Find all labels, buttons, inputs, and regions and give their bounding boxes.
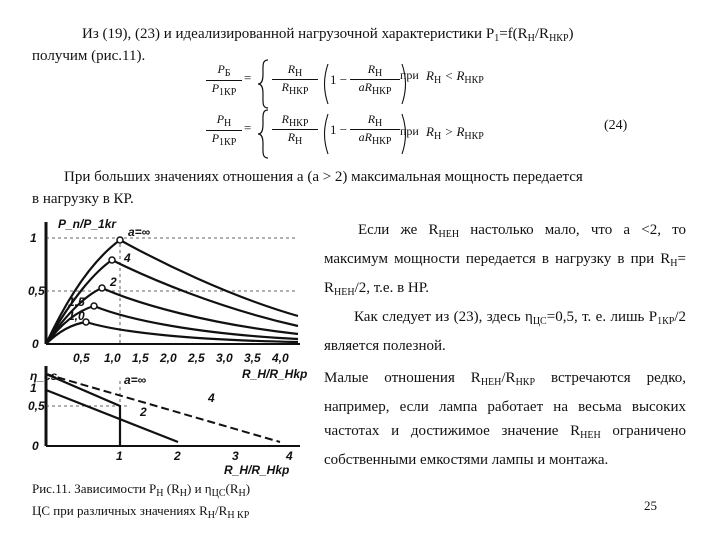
svg-text:0,5: 0,5 xyxy=(28,399,45,413)
para2-line-2: в нагрузку в КР. xyxy=(32,191,134,207)
svg-text:4: 4 xyxy=(208,391,215,405)
para3: Если же $R_{НЕН}$ настолько мало, что a <2, то максимум мощности передается в нагрузку в при $R_Н= R_{НЕН}/2$, т.е. в НР. xyxy=(324,222,686,298)
equation-1: $P_Б$ $P_{1КР}$ = $R_Н$ $R_{НКР}$ 1 − $R_Н$ $aR_{НКР}$ при $R_Н < R_{НКР}$ xyxy=(200,56,700,114)
svg-text:1,0: 1,0 xyxy=(68,309,85,323)
figure-caption-line-2: ЦС при различных значениях $R_Н/R_{Н КР}$ xyxy=(32,503,250,521)
top-panel xyxy=(28,217,307,381)
bottom-y-label: η_cs xyxy=(30,369,58,383)
equation-2: $P_Н$ $P_{1КР}$ = $R_{НКР}$ $R_Н$ 1 − $R_Н$ $aR_{НКР}$ при $R_Н > R_{НКР}$ (24) xyxy=(200,108,700,164)
svg-text:1: 1 xyxy=(116,449,123,463)
svg-text:2,5: 2,5 xyxy=(188,351,205,365)
svg-text:4: 4 xyxy=(124,251,131,265)
para2-line-1: При больших значениях отношения a (a > 2) максимальная мощность передается xyxy=(64,169,583,185)
svg-text:2,0: 2,0 xyxy=(160,351,177,365)
svg-text:a=∞: a=∞ xyxy=(128,225,151,239)
svg-text:4: 4 xyxy=(286,449,293,463)
bottom-x-label: R_H/R_Hkp xyxy=(224,463,290,477)
svg-text:2: 2 xyxy=(174,449,181,463)
svg-text:0,5: 0,5 xyxy=(28,284,45,298)
top-x-label: R_H/R_Hkp xyxy=(242,367,308,381)
svg-text:3,5: 3,5 xyxy=(244,351,261,365)
eta-curve-a-4 xyxy=(46,374,280,442)
svg-text:2: 2 xyxy=(140,405,147,419)
svg-text:1: 1 xyxy=(30,381,37,395)
svg-text:1,5: 1,5 xyxy=(132,351,149,365)
svg-text:0,5: 0,5 xyxy=(73,351,90,365)
para5: Малые отношения $R_{НЕН}/R_{НКР}$ встречаются редко, например, если лампа работает на весьма высоких частотах и достижимое значение $R_{НЕН}$ ограничено собственными емкостями лампы и монтажа. xyxy=(324,370,687,468)
svg-text:3: 3 xyxy=(232,449,239,463)
svg-text:1,5: 1,5 xyxy=(68,295,85,309)
para4: Как следует из (23), здесь $\eta_{ЦС}=0,5$, т. е. лишь $P_{1КР}/2$ является полезной. xyxy=(324,309,687,354)
top-y-label: P_n/P_1kr xyxy=(58,217,117,231)
svg-text:0: 0 xyxy=(32,439,39,453)
svg-text:2: 2 xyxy=(110,275,117,289)
intro-line-2: получим (рис.11). xyxy=(32,48,146,64)
intro-line-1: Из (19), (23) и идеализированной нагрузочной характеристики $P_1=f(R_Н/R_{НКР})$ xyxy=(82,26,574,44)
figure-11 xyxy=(28,216,324,478)
page-number: 25 xyxy=(644,498,657,513)
eta-curve-a-2 xyxy=(46,390,178,442)
svg-text:a=∞: a=∞ xyxy=(124,373,147,387)
left-brace-1 xyxy=(256,58,272,110)
svg-text:1: 1 xyxy=(30,231,37,245)
figure-caption-line-1: Рис.11. Зависимости $P_Н$ $(R_Н)$ и $\eta_{ЦС}(R_Н)$ xyxy=(32,481,251,499)
svg-text:3,0: 3,0 xyxy=(216,351,233,365)
svg-text:1,0: 1,0 xyxy=(104,351,121,365)
left-paren-2 xyxy=(320,112,330,156)
svg-text:4,0: 4,0 xyxy=(272,351,289,365)
svg-text:0: 0 xyxy=(32,337,39,351)
bottom-panel xyxy=(28,366,300,477)
left-brace-2 xyxy=(256,108,272,160)
equation-number: (24) xyxy=(604,118,628,133)
left-paren-1 xyxy=(320,62,330,106)
